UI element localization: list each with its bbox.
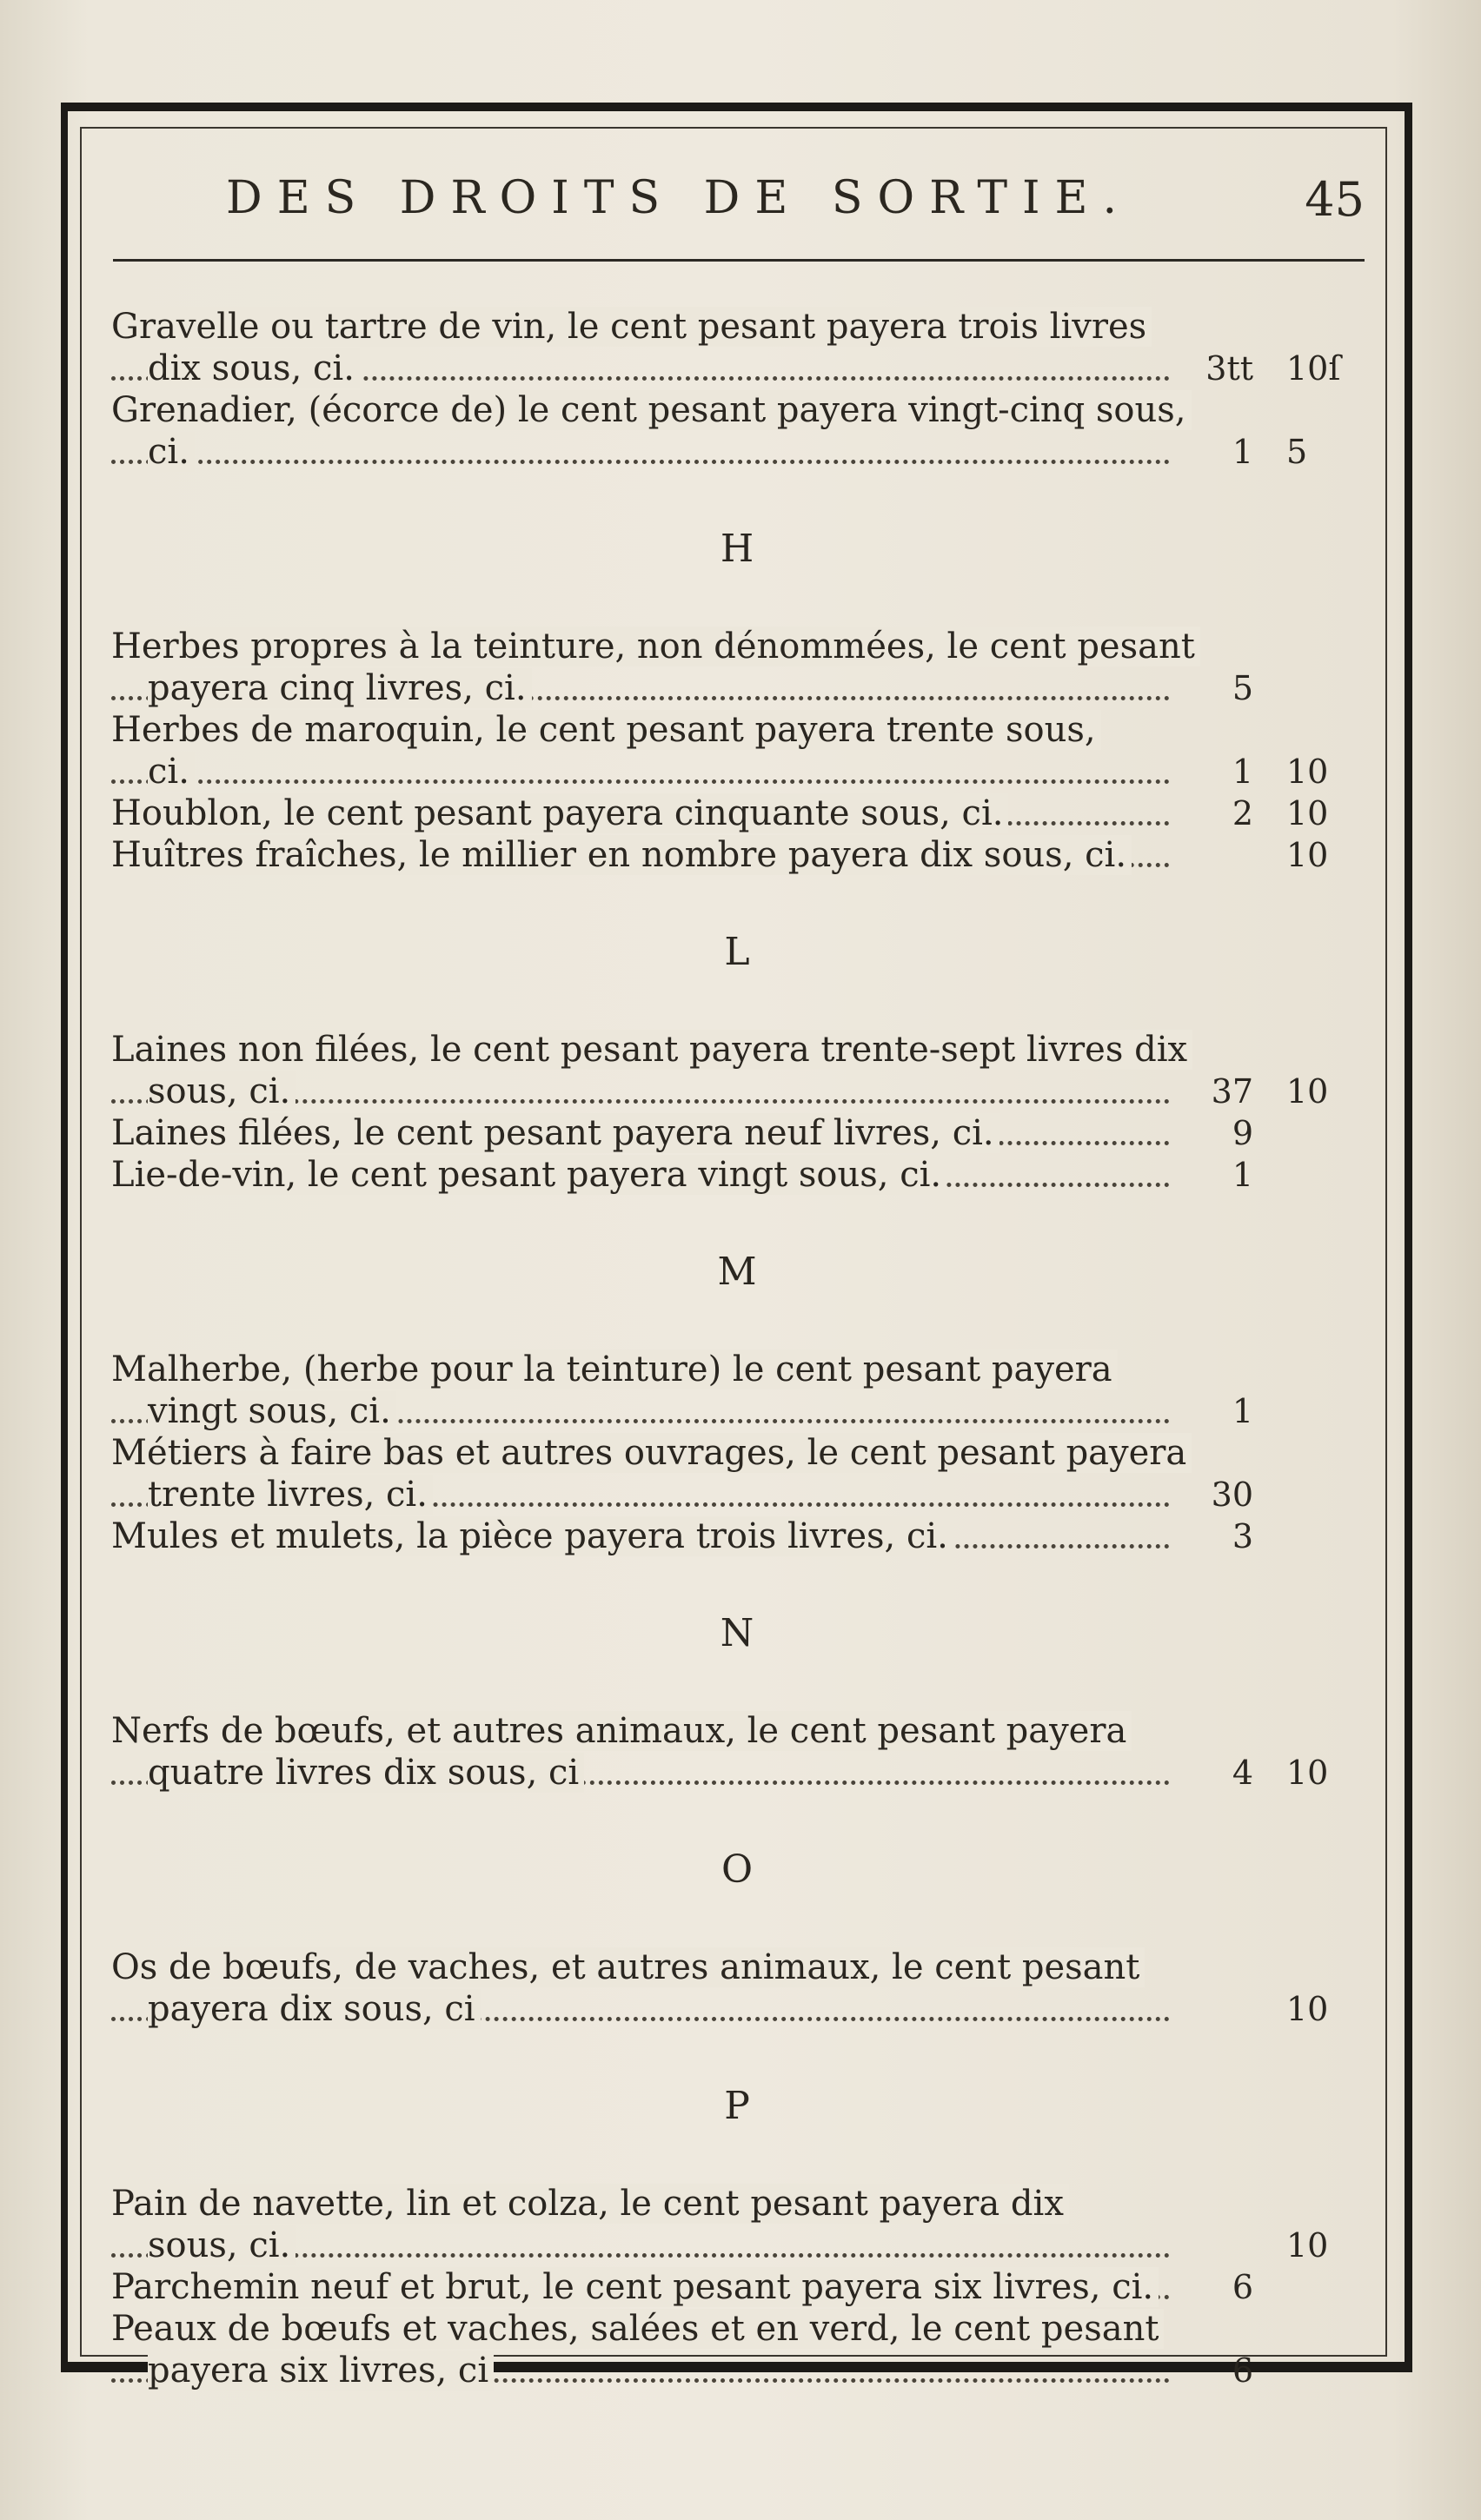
entry-continuation-line — [111, 1752, 1363, 1794]
amount-sous: 10 — [1286, 794, 1329, 832]
entry-line — [111, 1112, 1363, 1154]
duty-amount — [1172, 1752, 1363, 1794]
amount-sous: 10 — [1286, 836, 1329, 874]
section-letter: P — [724, 2084, 750, 2128]
duty-amount — [1172, 2266, 1363, 2308]
entry-text: Gravelle ou tartre de vin, le cent pesant payera trois livres — [111, 307, 1152, 347]
entry-text: sous, ci. — [148, 2225, 296, 2265]
entry-line — [111, 2266, 1363, 2308]
amount-sous: 10 — [1286, 1990, 1329, 2028]
tariff-entry — [111, 2266, 1363, 2308]
entry-text: Lie-de-vin, le cent pesant payera vingt sous, ci. — [111, 1155, 946, 1195]
amount-livres: 3 — [1232, 1517, 1253, 1555]
entry-line — [111, 834, 1363, 876]
duty-amount — [1172, 431, 1363, 473]
amount-sous: 5 — [1286, 433, 1308, 471]
section-letter: O — [721, 1847, 754, 1892]
amount-sous: 10ſ — [1286, 349, 1341, 388]
entry-text: Nerfs de bœufs, et autres animaux, le cent pesant payera — [111, 1711, 1132, 1751]
entry-continuation-line — [111, 1390, 1363, 1432]
entry-line — [111, 792, 1363, 834]
duty-amount — [1172, 834, 1363, 876]
tariff-entry — [111, 1029, 1363, 1112]
entry-line — [111, 1946, 1363, 1988]
entry-text: Métiers à faire bas et autres ouvrages, le cent pesant payera — [111, 1433, 1192, 1473]
entry-line — [111, 2183, 1363, 2225]
tariff-entry — [111, 1154, 1363, 1196]
entry-text: dix sous, ci. — [148, 348, 360, 388]
amount-sous: 10 — [1286, 753, 1329, 791]
duty-amount — [1172, 1988, 1363, 2030]
entry-continuation-line — [111, 431, 1363, 473]
entry-line — [111, 1349, 1363, 1390]
section-letter: H — [720, 527, 754, 571]
amount-livres: 1 — [1232, 753, 1253, 791]
entry-text: Huîtres fraîches, le millier en nombre payera dix sous, ci. — [111, 835, 1132, 875]
tariff-entry — [111, 834, 1363, 876]
duty-amount — [1172, 1474, 1363, 1515]
entry-text: quatre livres dix sous, ci — [148, 1753, 584, 1793]
entry-continuation-line — [111, 751, 1363, 792]
tariff-entry — [111, 1432, 1363, 1515]
entry-continuation-line — [111, 667, 1363, 709]
section-letter: L — [724, 930, 750, 974]
entry-line — [111, 709, 1363, 751]
tariff-entry — [111, 1946, 1363, 2030]
dot-leader — [111, 460, 1170, 464]
entry-text: ci. — [148, 432, 195, 472]
amount-sous: 10 — [1286, 1754, 1329, 1792]
amount-livres: 37 — [1211, 1072, 1253, 1111]
amount-livres: 6 — [1232, 2351, 1253, 2390]
entry-line — [111, 2308, 1363, 2350]
amount-livres: 1 — [1232, 1156, 1253, 1194]
entry-text: vingt sous, ci. — [148, 1391, 396, 1431]
entry-text: Os de bœufs, de vaches, et autres animaux, le cent pesant — [111, 1947, 1145, 1987]
entry-text: Peaux de bœufs et vaches, salées et en verd, le cent pesant — [111, 2309, 1164, 2349]
entry-continuation-line — [111, 348, 1363, 389]
amount-sous: 10 — [1286, 1072, 1329, 1111]
entry-text: Herbes propres à la teinture, non dénommées, le cent pesant — [111, 627, 1200, 666]
entry-text: Herbes de maroquin, le cent pesant payera trente sous, — [111, 710, 1101, 750]
entry-line — [111, 1432, 1363, 1474]
amount-sous: 10 — [1286, 2226, 1329, 2265]
entry-text: trente livres, ci. — [148, 1475, 433, 1515]
duty-amount — [1172, 1154, 1363, 1196]
entry-text: Houblon, le cent pesant payera cinquante sous, ci. — [111, 793, 1008, 833]
page-number: 45 — [1305, 172, 1365, 227]
duty-amount — [1172, 1515, 1363, 1557]
entry-line — [111, 1515, 1363, 1557]
duty-amount — [1172, 348, 1363, 389]
amount-livres: 4 — [1232, 1754, 1253, 1792]
tariff-entry — [111, 1710, 1363, 1794]
tariff-entry — [111, 1515, 1363, 1557]
entry-line — [111, 1710, 1363, 1752]
entry-text: payera six livres, ci — [148, 2351, 494, 2391]
duty-amount — [1172, 2350, 1363, 2391]
running-header — [113, 165, 1365, 235]
entry-line — [111, 626, 1363, 667]
amount-livres: 1 — [1232, 433, 1253, 471]
entry-text: Malherbe, (herbe pour la teinture) le cent pesant payera — [111, 1350, 1118, 1389]
tariff-entry — [111, 389, 1363, 473]
tariff-entry — [111, 306, 1363, 389]
entry-continuation-line — [111, 1988, 1363, 2030]
header-rule — [113, 259, 1365, 262]
tariff-entry — [111, 792, 1363, 834]
entry-text: Parchemin neuf et brut, le cent pesant payera six livres, ci. — [111, 2267, 1159, 2307]
amount-livres: 3tt — [1205, 349, 1253, 388]
tariff-entry — [111, 1349, 1363, 1432]
page-title: DES DROITS DE SORTIE. — [226, 172, 1132, 224]
tariff-entry — [111, 1112, 1363, 1154]
amount-livres: 1 — [1232, 1392, 1253, 1430]
tariff-entry — [111, 709, 1363, 792]
amount-livres: 5 — [1232, 669, 1253, 707]
duty-amount — [1172, 792, 1363, 834]
section-letter: M — [717, 1250, 757, 1294]
entry-line — [111, 389, 1363, 431]
duty-amount — [1172, 1390, 1363, 1432]
entry-line — [111, 1154, 1363, 1196]
tariff-entry — [111, 2308, 1363, 2391]
entry-continuation-line — [111, 2225, 1363, 2266]
entry-line — [111, 1029, 1363, 1071]
duty-amount — [1172, 667, 1363, 709]
entry-text: payera cinq livres, ci. — [148, 668, 532, 708]
section-letter: N — [720, 1611, 754, 1655]
entry-continuation-line — [111, 1071, 1363, 1112]
amount-livres: 2 — [1232, 794, 1253, 832]
duty-amount — [1172, 2225, 1363, 2266]
duty-amount — [1172, 1071, 1363, 1112]
entry-continuation-line — [111, 1474, 1363, 1515]
duty-amount — [1172, 751, 1363, 792]
entry-continuation-line — [111, 2350, 1363, 2391]
entry-text: ci. — [148, 752, 195, 792]
entry-text: Mules et mulets, la pièce payera trois livres, ci. — [111, 1516, 953, 1556]
tariff-list — [111, 306, 1363, 2391]
entry-text: Pain de navette, lin et colza, le cent pesant payera dix — [111, 2184, 1069, 2224]
duty-amount — [1172, 1112, 1363, 1154]
entry-text: Laines non filées, le cent pesant payera trente-sept livres dix — [111, 1030, 1192, 1070]
amount-livres: 9 — [1232, 1114, 1253, 1152]
tariff-entry — [111, 626, 1363, 709]
dot-leader — [111, 779, 1170, 784]
entry-text: sous, ci. — [148, 1071, 296, 1111]
entry-line — [111, 306, 1363, 348]
entry-text: Grenadier, (écorce de) le cent pesant payera vingt-cinq sous, — [111, 390, 1192, 430]
amount-livres: 6 — [1232, 2268, 1253, 2306]
amount-livres: 30 — [1211, 1476, 1253, 1514]
tariff-entry — [111, 2183, 1363, 2266]
entry-text: payera dix sous, ci — [148, 1989, 481, 2029]
entry-text: Laines filées, le cent pesant payera neuf livres, ci. — [111, 1113, 1000, 1153]
